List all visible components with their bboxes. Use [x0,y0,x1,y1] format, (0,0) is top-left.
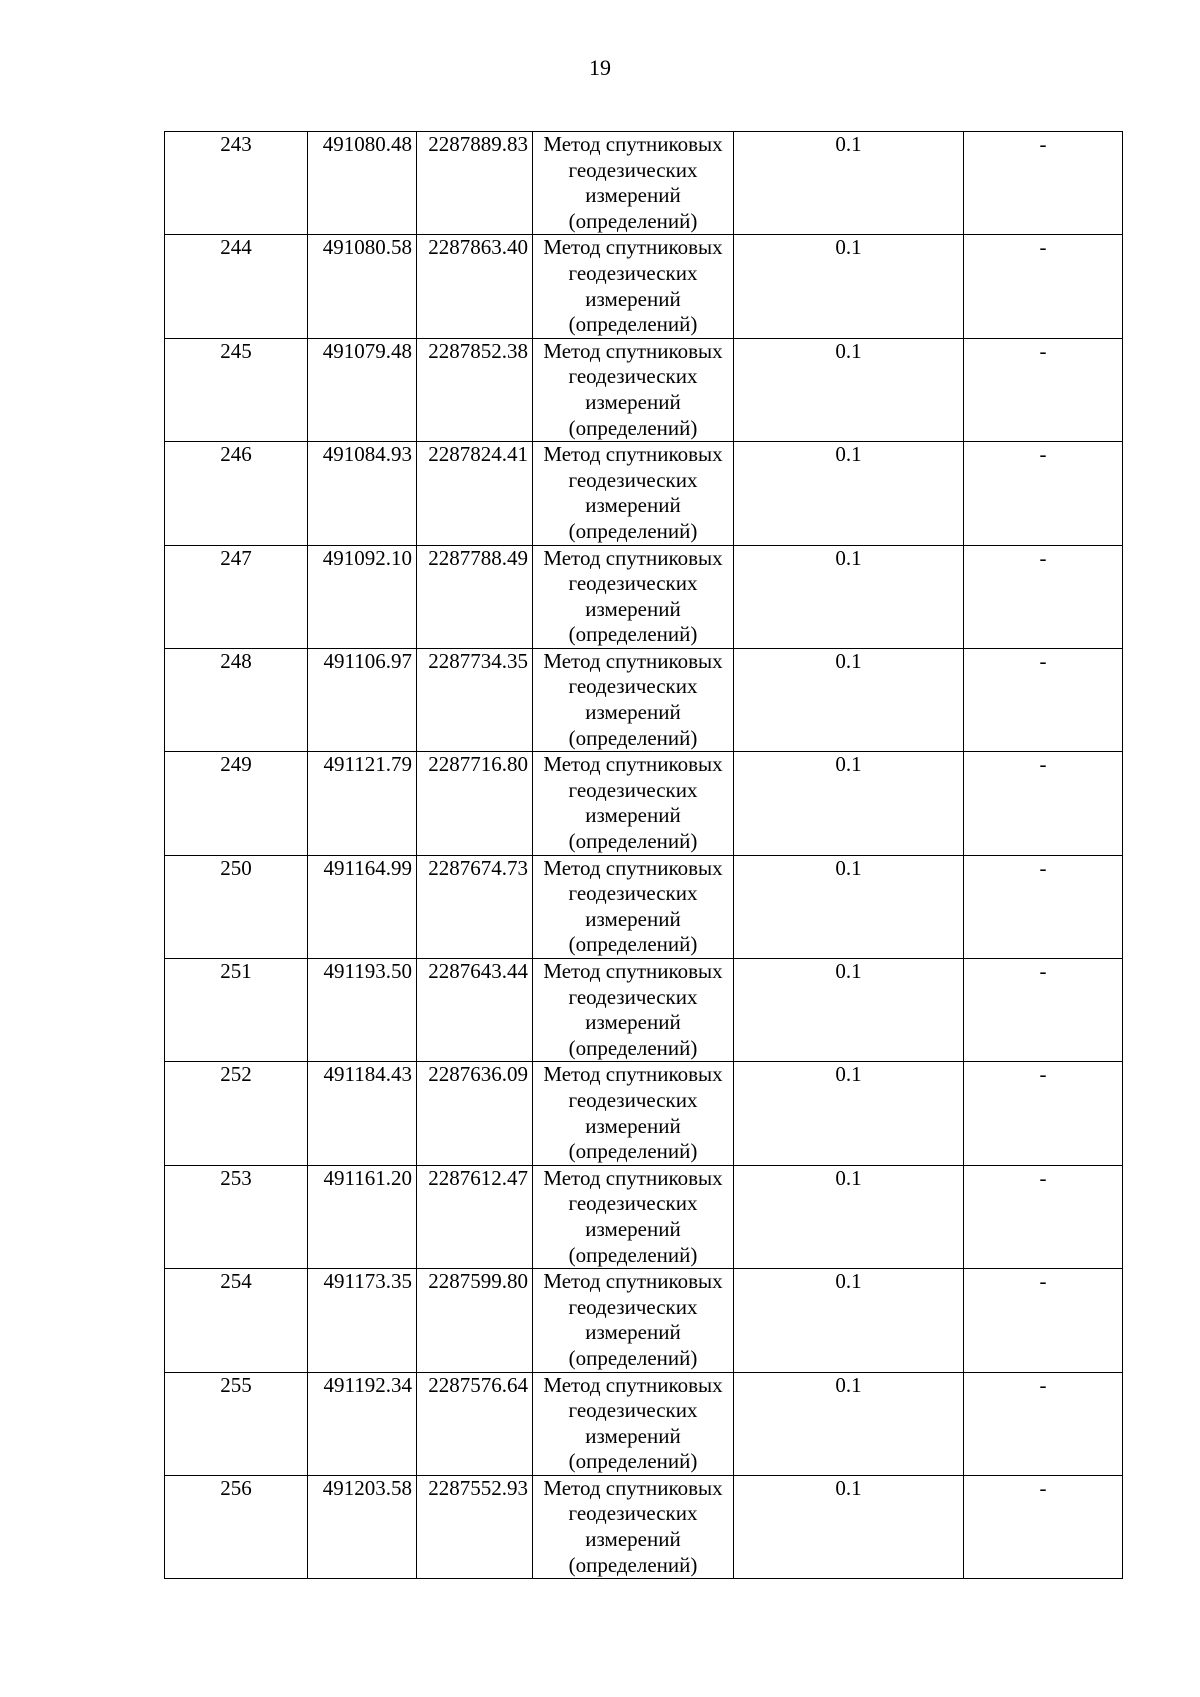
method-cell [533,648,734,751]
method-line: геодезических [568,157,698,182]
y-coordinate-cell: 2287552.93 [417,1475,533,1578]
table-row [165,132,1123,235]
accuracy-cell: 0.1 [734,752,964,855]
point-number-cell: 246 [165,442,308,545]
x-coordinate-cell: 491092.10 [308,545,417,648]
accuracy-cell: 0.1 [734,338,964,441]
x-coordinate-cell: 491164.99 [308,855,417,958]
method-line: (определений) [568,1139,698,1164]
method-cell [533,1372,734,1475]
x-coordinate-cell: 491192.34 [308,1372,417,1475]
accuracy-cell: 0.1 [734,132,964,235]
x-coordinate-cell: 491080.48 [308,132,417,235]
note-cell: - [964,338,1123,441]
table-row [165,1269,1123,1372]
x-coordinate-cell: 491080.58 [308,235,417,338]
x-coordinate-cell: 491203.58 [308,1475,417,1578]
note-cell: - [964,132,1123,235]
method-line: измерений [585,596,681,621]
method-cell [533,855,734,958]
page-number: 19 [589,55,611,80]
method-line: (определений) [568,932,698,957]
y-coordinate-cell: 2287863.40 [417,235,533,338]
method-line: геодезических [568,1087,698,1112]
x-coordinate-cell: 491106.97 [308,648,417,751]
method-line: измерений [585,1423,681,1448]
y-coordinate-cell: 2287636.09 [417,1062,533,1165]
table-row [165,648,1123,751]
method-line: геодезических [568,467,698,492]
method-line: Метод спутниковых [543,132,723,156]
accuracy-cell: 0.1 [734,442,964,545]
point-number-cell: 252 [165,1062,308,1165]
method-cell [533,752,734,855]
y-coordinate-cell: 2287716.80 [417,752,533,855]
method-line: измерений [585,1010,681,1035]
method-line: геодезических [568,1191,698,1216]
note-cell: - [964,235,1123,338]
x-coordinate-cell: 491161.20 [308,1165,417,1268]
method-cell [533,1165,734,1268]
method-line: (определений) [568,415,698,440]
method-line: (определений) [568,1449,698,1474]
point-number-cell: 250 [165,855,308,958]
y-coordinate-cell: 2287788.49 [417,545,533,648]
method-line: (определений) [568,1552,698,1577]
method-line: Метод спутниковых [543,1269,723,1294]
method-line: (определений) [568,1035,698,1060]
method-cell [533,132,734,235]
y-coordinate-cell: 2287852.38 [417,338,533,441]
note-cell: - [964,648,1123,751]
point-number-cell: 254 [165,1269,308,1372]
method-line: измерений [585,493,681,518]
point-number-cell: 249 [165,752,308,855]
method-line: геодезических [568,777,698,802]
method-line: геодезических [568,1398,698,1423]
method-line: геодезических [568,571,698,596]
method-cell [533,235,734,338]
table-row [165,442,1123,545]
y-coordinate-cell: 2287889.83 [417,132,533,235]
point-number-cell: 248 [165,648,308,751]
accuracy-cell: 0.1 [734,1372,964,1475]
x-coordinate-cell: 491079.48 [308,338,417,441]
method-line: Метод спутниковых [543,959,723,983]
accuracy-cell: 0.1 [734,1062,964,1165]
method-line: геодезических [568,984,698,1009]
y-coordinate-cell: 2287824.41 [417,442,533,545]
y-coordinate-cell: 2287612.47 [417,1165,533,1268]
table-row [165,1165,1123,1268]
method-line: измерений [585,803,681,828]
x-coordinate-cell: 491184.43 [308,1062,417,1165]
point-number-cell: 251 [165,959,308,1062]
y-coordinate-cell: 2287576.64 [417,1372,533,1475]
method-line: Метод спутниковых [543,545,723,570]
table-row [165,752,1123,855]
point-number-cell: 244 [165,235,308,338]
method-line: геодезических [568,1294,698,1319]
note-cell: - [964,1165,1123,1268]
accuracy-cell: 0.1 [734,1269,964,1372]
method-line: Метод спутниковых [543,1062,723,1087]
method-line: измерений [585,1216,681,1241]
method-line: измерений [585,1320,681,1345]
point-number-cell: 245 [165,338,308,441]
point-number-cell: 256 [165,1475,308,1578]
method-line: Метод спутниковых [543,1475,723,1500]
point-number-cell: 243 [165,132,308,235]
accuracy-cell: 0.1 [734,235,964,338]
method-line: измерений [585,389,681,414]
x-coordinate-cell: 491193.50 [308,959,417,1062]
method-line: Метод спутниковых [543,752,723,777]
method-line: Метод спутниковых [543,1372,723,1397]
method-cell [533,959,734,1062]
method-line: измерений [585,183,681,208]
x-coordinate-cell: 491084.93 [308,442,417,545]
method-line: (определений) [568,312,698,337]
method-line: (определений) [568,1345,698,1370]
accuracy-cell: 0.1 [734,855,964,958]
table-row [165,545,1123,648]
method-line: (определений) [568,725,698,750]
method-line: Метод спутниковых [543,855,723,880]
table-row [165,1062,1123,1165]
note-cell: - [964,442,1123,545]
note-cell: - [964,959,1123,1062]
method-line: (определений) [568,829,698,854]
method-line: геодезических [568,1501,698,1526]
method-line: (определений) [568,622,698,647]
coordinates-table [164,131,1123,1579]
method-line: Метод спутниковых [543,338,723,363]
note-cell: - [964,1475,1123,1578]
accuracy-cell: 0.1 [734,545,964,648]
point-number-cell: 255 [165,1372,308,1475]
note-cell: - [964,855,1123,958]
x-coordinate-cell: 491173.35 [308,1269,417,1372]
coordinates-table-body [165,132,1123,1579]
method-line: (определений) [568,1242,698,1267]
table-row [165,338,1123,441]
method-line: измерений [585,286,681,311]
method-line: Метод спутниковых [543,235,723,260]
y-coordinate-cell: 2287674.73 [417,855,533,958]
note-cell: - [964,752,1123,855]
point-number-cell: 247 [165,545,308,648]
table-row [165,959,1123,1062]
x-coordinate-cell: 491121.79 [308,752,417,855]
method-line: (определений) [568,518,698,543]
method-line: измерений [585,906,681,931]
note-cell: - [964,545,1123,648]
method-line: геодезических [568,881,698,906]
table-row [165,1475,1123,1578]
y-coordinate-cell: 2287734.35 [417,648,533,751]
accuracy-cell: 0.1 [734,959,964,1062]
table-row [165,1372,1123,1475]
note-cell: - [964,1062,1123,1165]
table-row [165,855,1123,958]
method-line: измерений [585,1113,681,1138]
note-cell: - [964,1269,1123,1372]
note-cell: - [964,1372,1123,1475]
method-line: Метод спутниковых [543,1165,723,1190]
accuracy-cell: 0.1 [734,1165,964,1268]
table-row [165,235,1123,338]
accuracy-cell: 0.1 [734,1475,964,1578]
method-line: геодезических [568,674,698,699]
accuracy-cell: 0.1 [734,648,964,751]
method-line: (определений) [568,208,698,233]
method-cell [533,545,734,648]
method-cell [533,1269,734,1372]
y-coordinate-cell: 2287599.80 [417,1269,533,1372]
point-number-cell: 253 [165,1165,308,1268]
method-line: геодезических [568,364,698,389]
method-line: измерений [585,1527,681,1552]
y-coordinate-cell: 2287643.44 [417,959,533,1062]
method-cell [533,338,734,441]
method-line: геодезических [568,260,698,285]
method-line: измерений [585,700,681,725]
method-line: Метод спутниковых [543,442,723,467]
method-line: Метод спутниковых [543,648,723,673]
method-cell [533,1062,734,1165]
method-cell [533,1475,734,1578]
method-cell [533,442,734,545]
